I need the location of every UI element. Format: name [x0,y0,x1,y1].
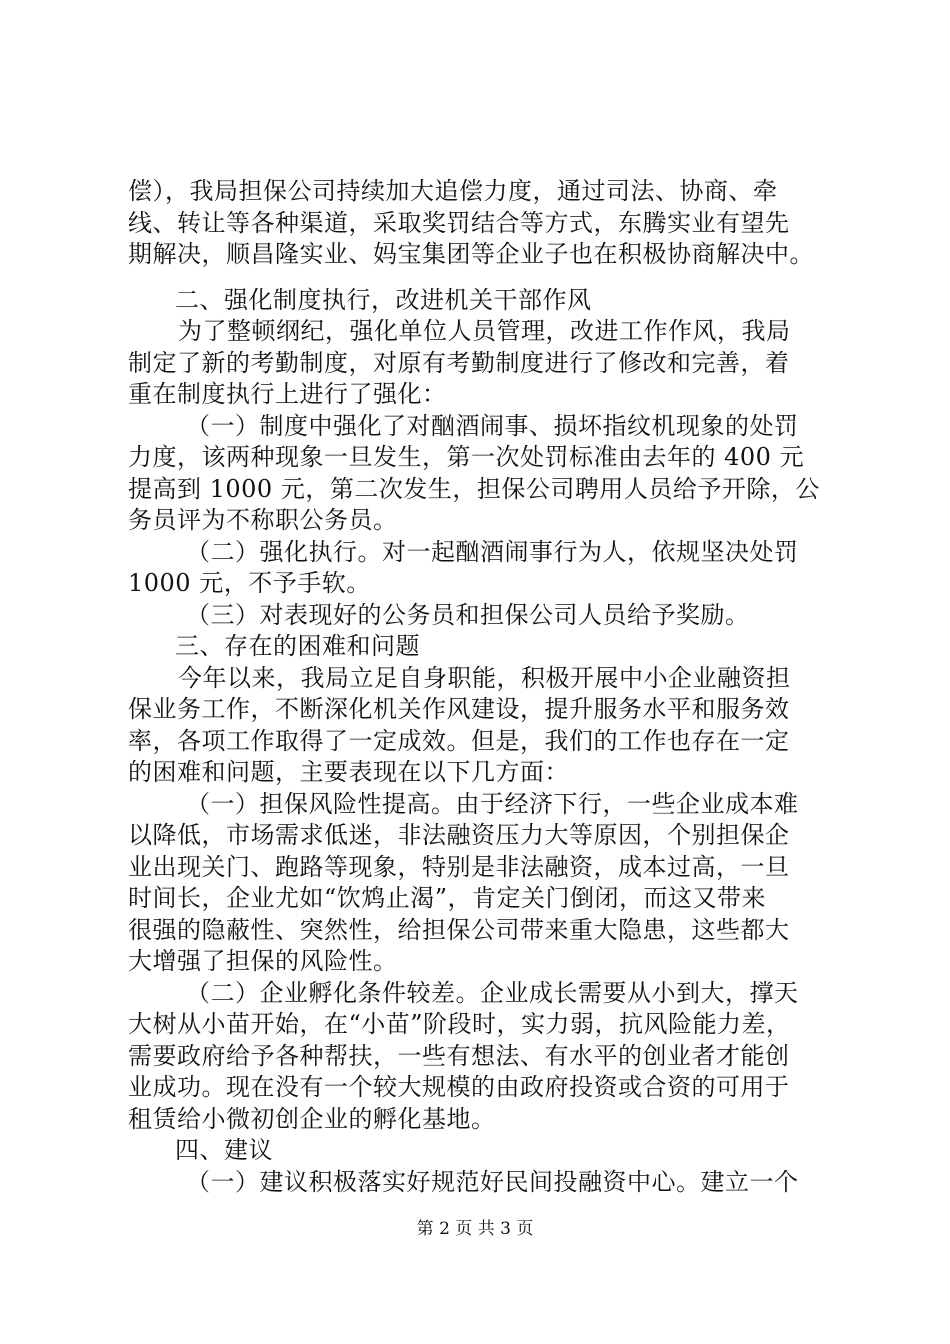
text-line: 租赁给小微初创企业的孵化基地。 [128,1105,496,1133]
section-heading: 四、建议 [175,1136,273,1164]
text-line: （二）企业孵化条件较差。企业成长需要从小到大，撑天 [186,979,799,1007]
text-line: 业出现关门、跑路等现象，特别是非法融资，成本过高，一旦 [128,853,790,881]
text-line: 制定了新的考勤制度，对原有考勤制度进行了修改和完善，着 [128,349,790,377]
text-line: 今年以来，我局立足自身职能，积极开展中小企业融资担 [178,664,791,692]
text-line: （一）担保风险性提高。由于经济下行，一些企业成本难 [186,790,799,818]
text-line: 期解决，顺昌隆实业、妈宝集团等企业子也在积极协商解决中。 [128,240,814,268]
text-line: 提高到 1000 元，第二次发生，担保公司聘用人员给予开除，公 [128,475,820,503]
text-line: 大增强了担保的风险性。 [128,947,398,975]
text-line: 保业务工作，不断深化机关作风建设，提升服务水平和服务效 [128,695,790,723]
text-line: （二）强化执行。对一起酗酒闹事行为人，依规坚决处罚 [186,538,799,566]
text-line: （一）制度中强化了对酗酒闹事、损坏指纹机现象的处罚 [186,412,799,440]
text-line: （一）建议积极落实好规范好民间投融资中心。建立一个 [186,1168,799,1196]
text-line: 需要政府给予各种帮扶，一些有想法、有水平的创业者才能创 [128,1042,790,1070]
text-line: 力度，该两种现象一旦发生，第一次处罚标准由去年的 400 元 [128,443,805,471]
text-line: 1000 元，不予手软。 [128,569,371,597]
text-line: 为了整顿纲纪，强化单位人员管理，改进工作作风，我局 [178,317,791,345]
text-line: 时间长，企业尤如“饮鸩止渴”，肯定关门倒闭，而这又带来 [128,884,767,912]
text-line: 以降低，市场需求低迷，非法融资压力大等原因，个别担保企 [128,821,790,849]
text-line: 的困难和问题，主要表现在以下几方面： [128,758,569,786]
text-line: 率，各项工作取得了一定成效。但是，我们的工作也存在一定 [128,727,790,755]
section-heading: 二、强化制度执行，改进机关干部作风 [175,286,592,314]
text-line: 线、转让等各种渠道，采取奖罚结合等方式，东腾实业有望先 [128,209,790,237]
text-line: 重在制度执行上进行了强化： [128,380,447,408]
text-line: （三）对表现好的公务员和担保公司人员给予奖励。 [186,601,750,629]
section-heading: 三、存在的困难和问题 [175,632,420,660]
text-line: 大树从小苗开始，在“小苗”阶段时，实力弱，抗风险能力差， [128,1010,791,1038]
page-footer: 第 2 页 共 3 页 [416,1219,534,1239]
text-line: 偿），我局担保公司持续加大追偿力度，通过司法、协商、牵 [128,177,778,205]
text-line: 很强的隐蔽性、突然性，给担保公司带来重大隐患，这些都大 [128,916,790,944]
text-line: 务员评为不称职公务员。 [128,506,398,534]
text-line: 业成功。现在没有一个较大规模的由政府投资或合资的可用于 [128,1073,790,1101]
